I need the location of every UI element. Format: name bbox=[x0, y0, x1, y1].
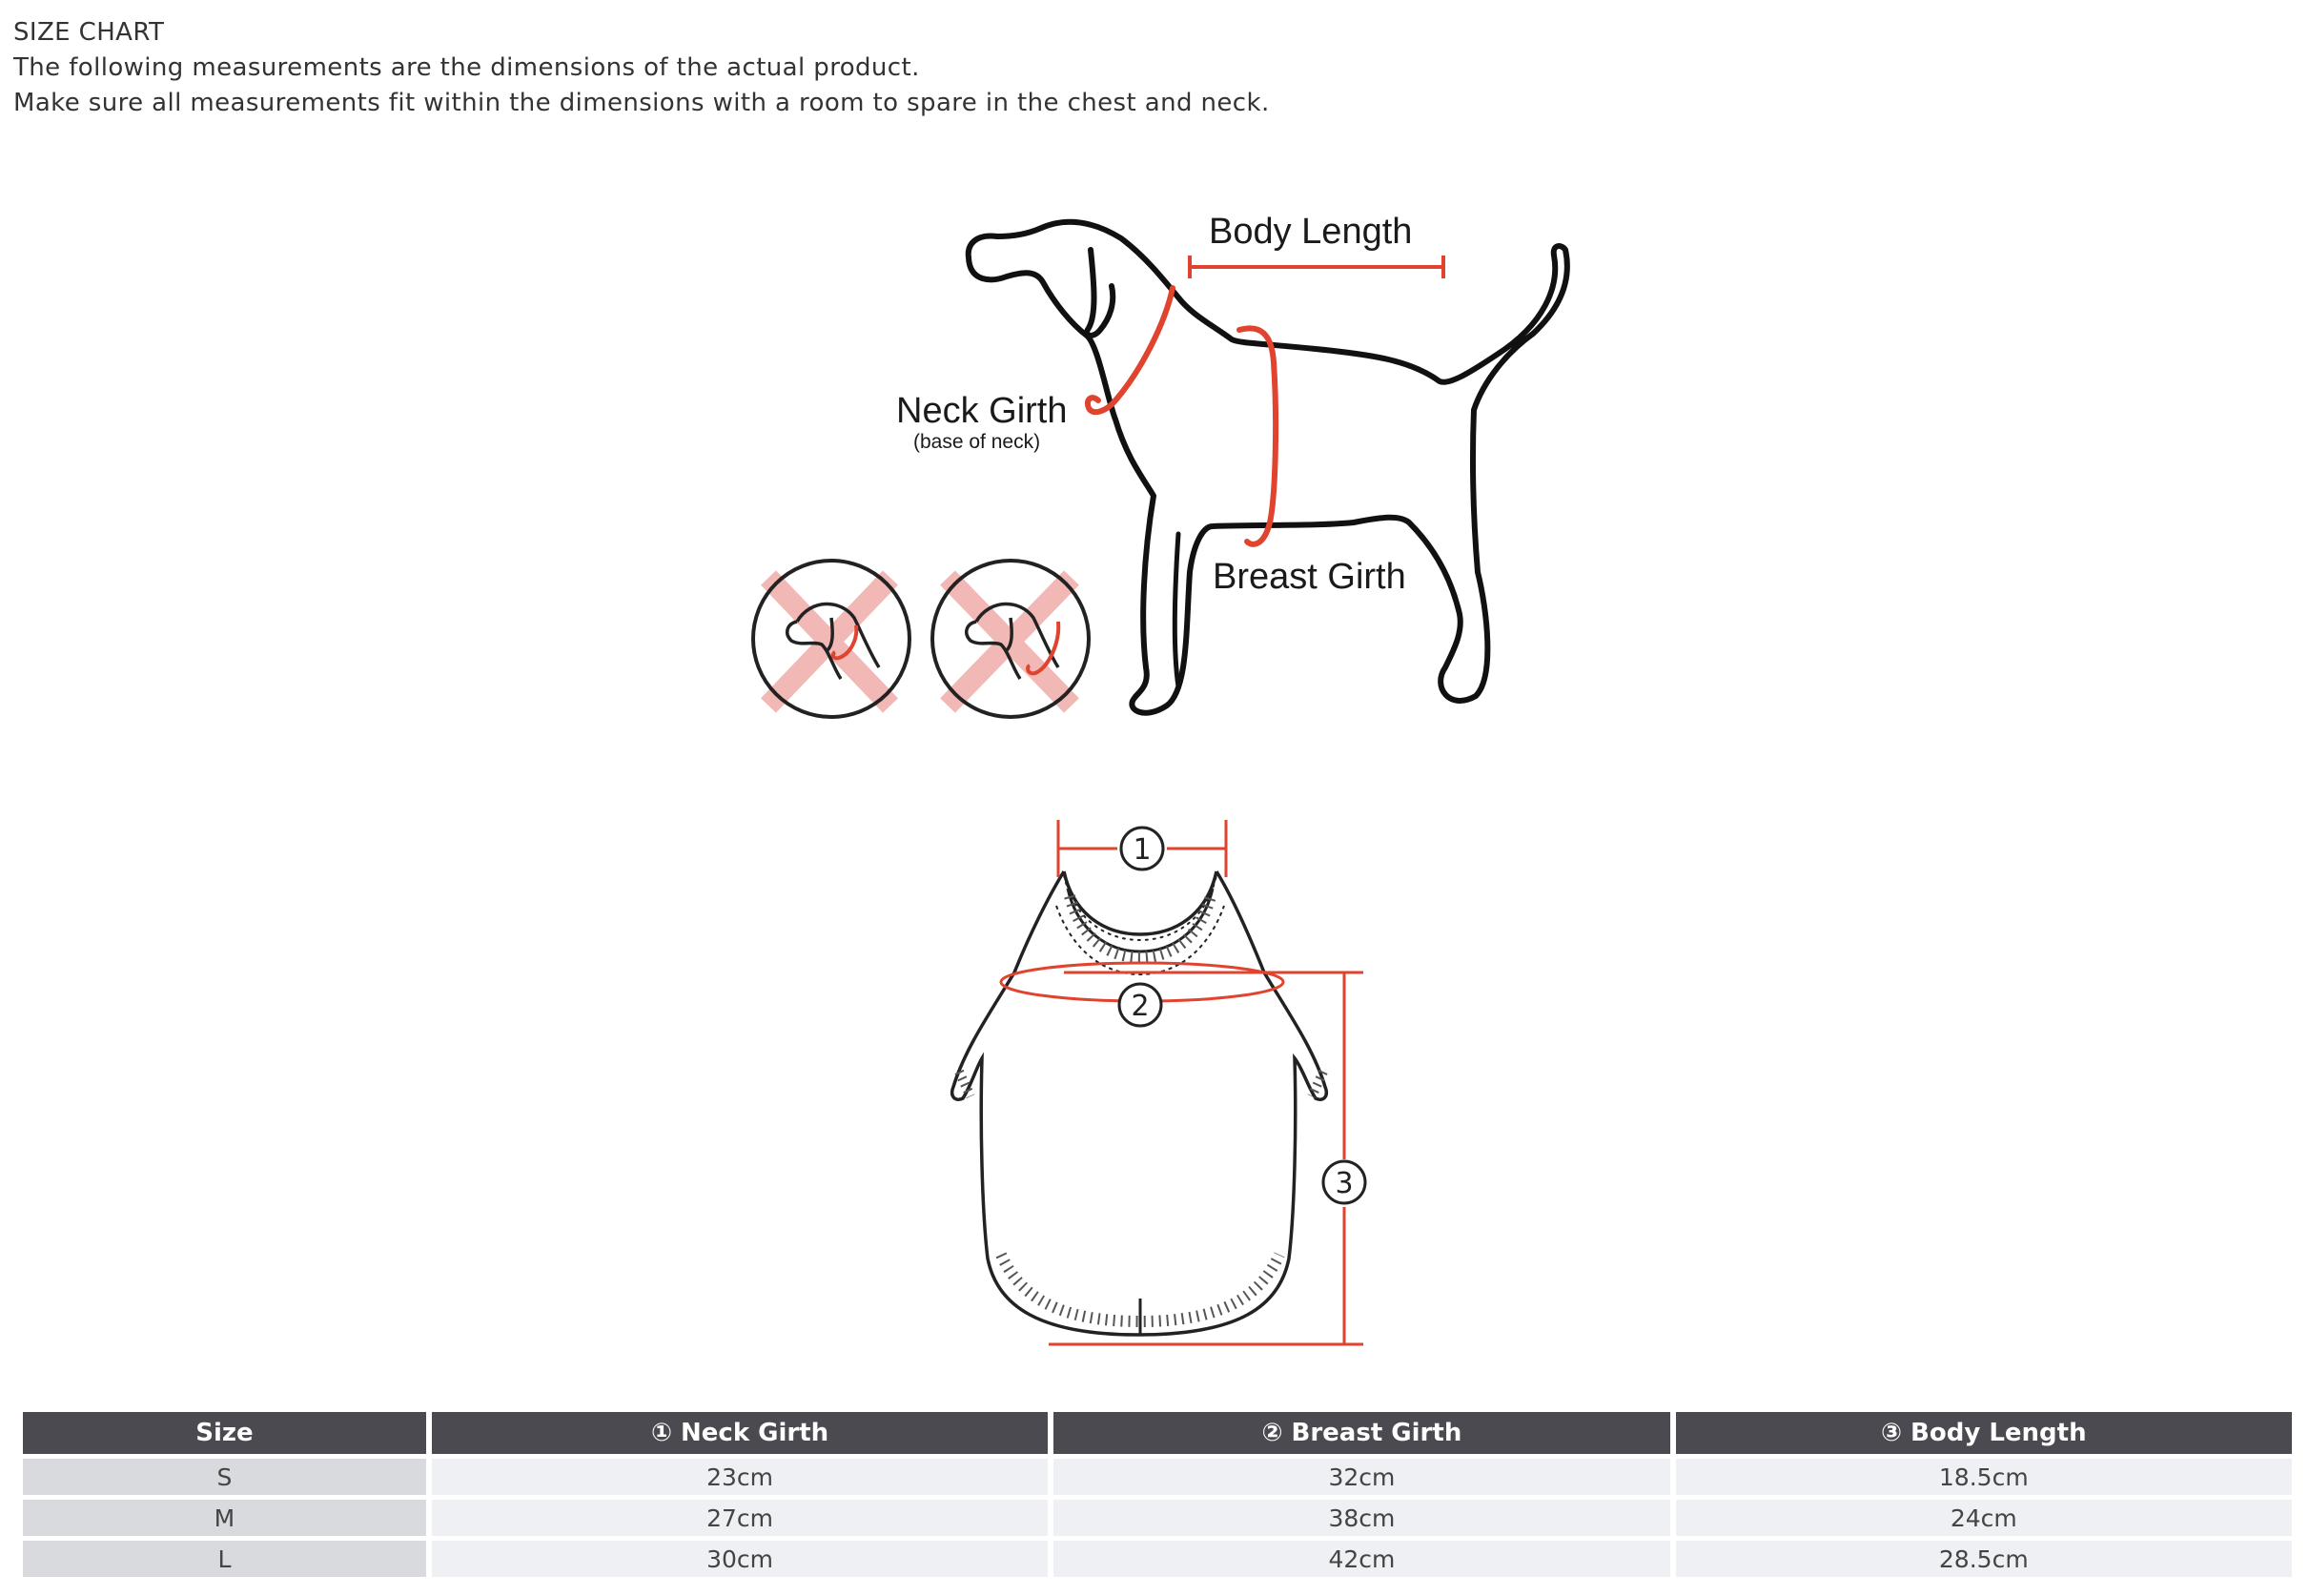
marker-1 bbox=[1121, 828, 1163, 870]
breast-girth-label: Breast Girth bbox=[1213, 557, 1406, 597]
header-body-length: ③ Body Length bbox=[1676, 1412, 2292, 1454]
marker-3 bbox=[1323, 1161, 1365, 1203]
breast-girth-cell: 38cm bbox=[1053, 1500, 1669, 1536]
body-length-label: Body Length bbox=[1209, 212, 1413, 252]
wrong-fit-example-2 bbox=[932, 561, 1089, 717]
dog-inner-leg bbox=[1175, 534, 1178, 686]
neck-girth-label: Neck Girth bbox=[896, 391, 1068, 431]
size-cell: S bbox=[23, 1459, 426, 1495]
table-row bbox=[23, 1459, 2292, 1495]
neck-girth-note: (base of neck) bbox=[913, 431, 1041, 453]
body-length-cell: 24cm bbox=[1676, 1500, 2292, 1536]
body-length-cell: 28.5cm bbox=[1676, 1541, 2292, 1577]
table-header-row bbox=[23, 1412, 2292, 1454]
neck-girth-cell: 27cm bbox=[432, 1500, 1048, 1536]
breast-girth-cell: 32cm bbox=[1053, 1459, 1669, 1495]
length-measure bbox=[1049, 972, 1363, 1344]
intro-line-2: Make sure all measurements fit within the dimensions with a room to spare in the chest and neck. bbox=[13, 89, 1270, 117]
dog-ear bbox=[1087, 250, 1113, 336]
breast-girth-line bbox=[1239, 328, 1276, 544]
table-row bbox=[23, 1500, 2292, 1536]
intro-line-1: The following measurements are the dimensions of the actual product. bbox=[13, 53, 920, 82]
svg-text:1: 1 bbox=[1133, 833, 1152, 867]
garment-illustration bbox=[952, 871, 1327, 1335]
body-length-cell: 18.5cm bbox=[1676, 1459, 2292, 1495]
wrong-fit-example-1 bbox=[753, 561, 909, 717]
size-table bbox=[17, 1407, 2298, 1582]
svg-text:2: 2 bbox=[1131, 990, 1150, 1023]
marker-2 bbox=[1119, 984, 1161, 1026]
neck-girth-line bbox=[1088, 288, 1173, 412]
neck-girth-cell: 23cm bbox=[432, 1459, 1048, 1495]
size-cell: M bbox=[23, 1500, 426, 1536]
size-cell: L bbox=[23, 1541, 426, 1577]
svg-text:3: 3 bbox=[1335, 1167, 1354, 1200]
breast-girth-cell: 42cm bbox=[1053, 1541, 1669, 1577]
body-length-bar bbox=[1190, 256, 1443, 278]
header-size: Size bbox=[23, 1412, 426, 1454]
size-chart-title: SIZE CHART bbox=[13, 18, 165, 47]
header-breast-girth: ② Breast Girth bbox=[1053, 1412, 1669, 1454]
header-neck-girth: ① Neck Girth bbox=[432, 1412, 1048, 1454]
neck-girth-cell: 30cm bbox=[432, 1541, 1048, 1577]
table-row bbox=[23, 1541, 2292, 1577]
